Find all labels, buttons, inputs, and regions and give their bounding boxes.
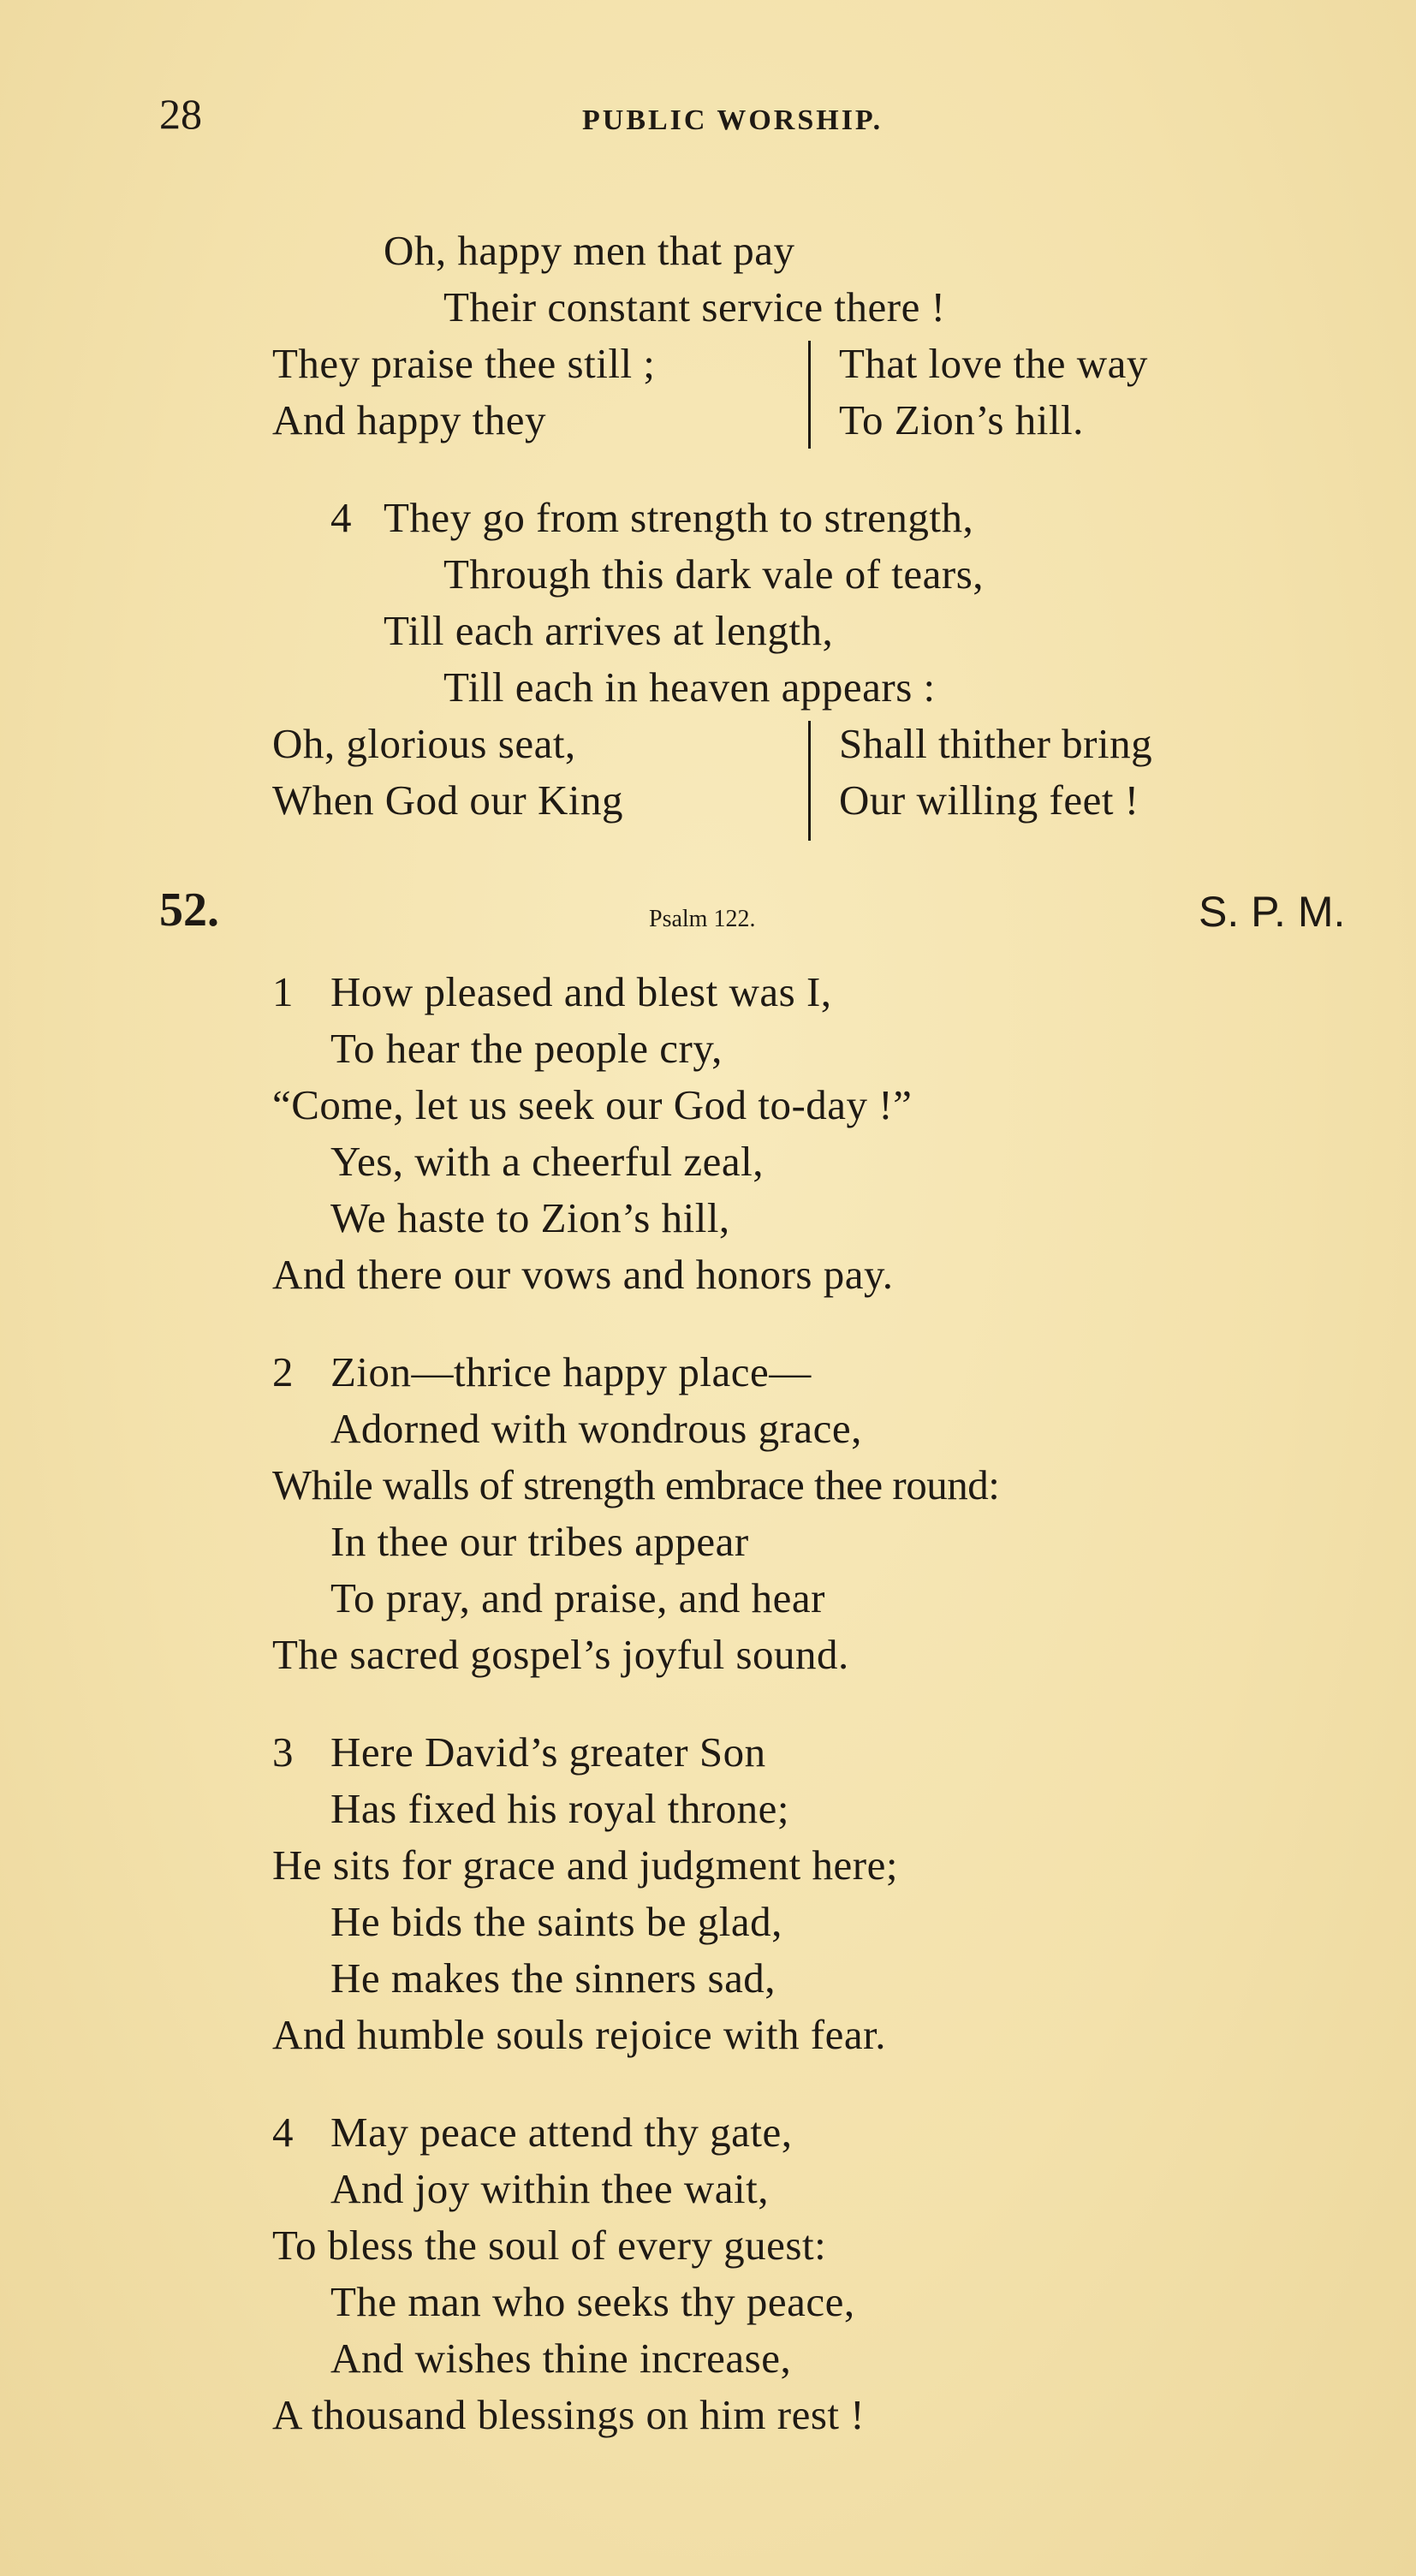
verse-line: We haste to Zion’s hill, [330, 1194, 730, 1241]
verse-line: Oh, happy men that pay [384, 227, 795, 274]
verse-line: Till each arrives at length, [384, 607, 834, 654]
verse-line-left: Oh, glorious seat, [272, 720, 576, 767]
verse-line: And there our vows and honors pay. [272, 1251, 894, 1298]
verse-line: Till each in heaven appears : [443, 663, 936, 711]
verse-line: Adorned with wondrous grace, [330, 1405, 862, 1452]
verse-line: Zion—thrice happy place— [330, 1348, 812, 1395]
hymn-source: Psalm 122. [649, 906, 756, 932]
verse-line: To hear the people cry, [330, 1025, 723, 1072]
verse-line-right: That love the way [839, 340, 1148, 387]
page-number: 28 [159, 90, 202, 138]
column-divider [808, 341, 811, 449]
hymn-number: 52. [159, 883, 219, 937]
verse-line: The man who seeks thy peace, [330, 2278, 855, 2325]
verse-line: Their constant service there ! [443, 283, 946, 330]
verse-line: And joy within thee wait, [330, 2165, 769, 2212]
verse-line: And wishes thine increase, [330, 2335, 792, 2382]
column-divider [808, 721, 811, 841]
stanza-number: 1 [272, 968, 294, 1015]
verse-line: Has fixed his royal throne; [330, 1785, 790, 1832]
stanza-number: 4 [330, 494, 352, 541]
stanza-number: 3 [272, 1728, 294, 1776]
verse-line-right: To Zion’s hill. [839, 396, 1084, 443]
verse-line: The sacred gospel’s joyful sound. [272, 1631, 849, 1678]
verse-line: In thee our tribes appear [330, 1518, 749, 1565]
verse-line: While walls of strength embrace thee round: [272, 1461, 1000, 1508]
verse-line: He sits for grace and judgment here; [272, 1841, 898, 1889]
verse-line-left: When God our King [272, 776, 623, 824]
verse-line: Through this dark vale of tears, [443, 550, 985, 598]
verse-line: A thousand blessings on him rest ! [272, 2391, 866, 2438]
stanza-number: 2 [272, 1348, 294, 1395]
verse-line: He makes the sinners sad, [330, 1954, 776, 2002]
hymn-meter: S. P. M. [1199, 888, 1346, 936]
verse-line: Here David’s greater Son [330, 1728, 766, 1776]
running-title: PUBLIC WORSHIP. [582, 104, 884, 136]
verse-line-left: They praise thee still ; [272, 340, 656, 387]
verse-line: And humble souls rejoice with fear. [272, 2011, 886, 2058]
verse-line: May peace attend thy gate, [330, 2109, 793, 2156]
verse-line: To bless the soul of every guest: [272, 2222, 827, 2269]
verse-line: “Come, let us seek our God to-day !” [272, 1081, 913, 1128]
verse-line: To pray, and praise, and hear [330, 1574, 825, 1621]
verse-line-left: And happy they [272, 396, 546, 443]
verse-line: He bids the saints be glad, [330, 1898, 782, 1945]
verse-line: Yes, with a cheerful zeal, [330, 1138, 765, 1185]
verse-line-right: Shall thither bring [839, 720, 1153, 767]
stanza-number: 4 [272, 2109, 294, 2156]
verse-line-right: Our willing feet ! [839, 776, 1139, 824]
verse-line: How pleased and blest was I, [330, 968, 832, 1015]
verse-line: They go from strength to strength, [384, 494, 974, 541]
